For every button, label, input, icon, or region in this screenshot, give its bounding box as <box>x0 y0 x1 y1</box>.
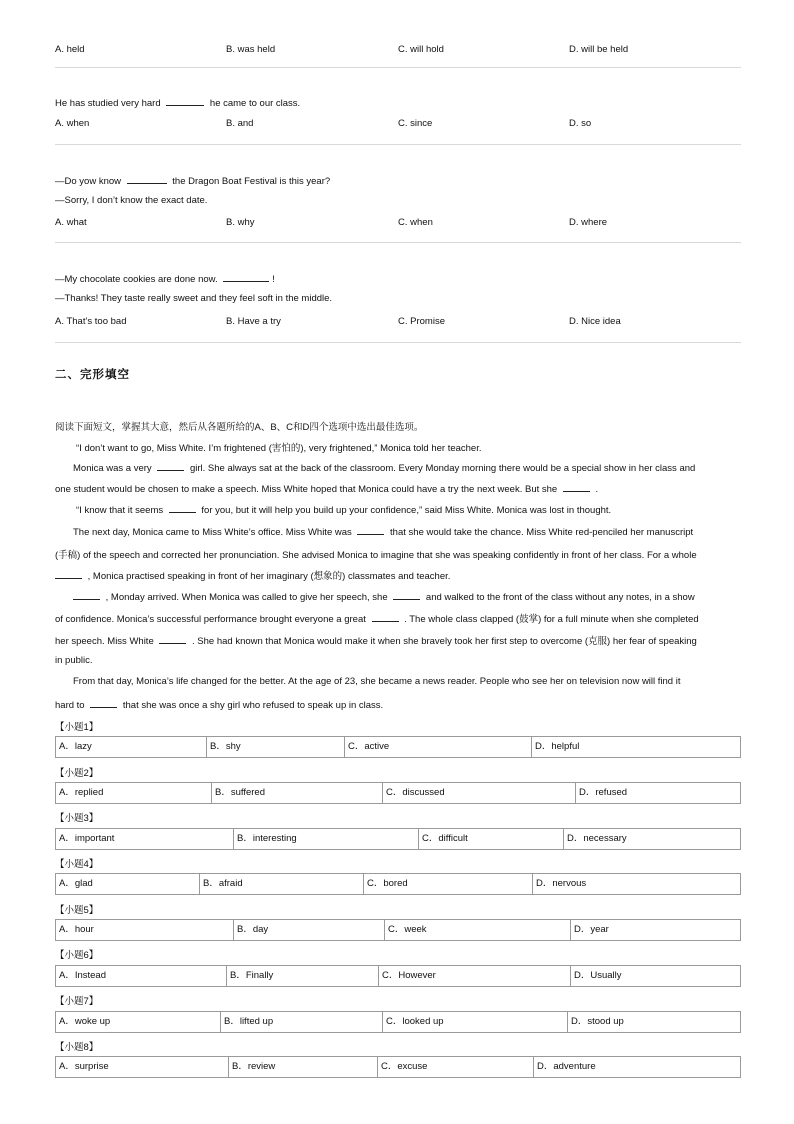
paragraph-line: The next day, Monica came to Miss White’s office. Miss White was that she would take the chance. Miss White red-penciled her manuscript <box>73 527 694 538</box>
blank-5 <box>55 569 82 579</box>
option-b[interactable]: B．lifted up <box>220 1012 382 1032</box>
option-c[interactable]: C．looked up <box>382 1012 567 1032</box>
blank-6 <box>73 590 100 600</box>
option-a[interactable]: A．replied <box>59 787 104 798</box>
question-label: 【小题2】 <box>55 768 99 779</box>
option-b[interactable]: B．interesting <box>233 829 418 849</box>
option-c[interactable]: C. Promise <box>398 316 445 327</box>
blank-10 <box>90 698 117 708</box>
options-table <box>55 782 741 804</box>
question-label: 【小题1】 <box>55 722 99 733</box>
option-c[interactable]: C．active <box>344 737 531 757</box>
paragraph-line: (手稿) of the speech and corrected her pronunciation. She advised Monica to imagine that she was speaking confidently in front of her class. For a whole <box>55 550 697 561</box>
question-stem: He has studied very hard he came to our class. <box>55 98 301 109</box>
option-a[interactable]: A. held <box>55 44 85 55</box>
question-label: 【小题8】 <box>55 1042 99 1053</box>
question-stem: —My chocolate cookies are done now. ! <box>55 274 275 285</box>
cloze-instruction: 阅读下面短文，掌握其大意，然后从各题所给的A、B、C和D四个选项中选出最佳选项。 <box>55 422 424 433</box>
options-table <box>55 965 741 987</box>
blank-3 <box>169 503 196 513</box>
blank-2 <box>563 482 590 492</box>
paragraph-line: one student would be chosen to make a speech. Miss White hoped that Monica could have a try the next week. But she . <box>55 484 599 495</box>
paragraph-line: her speech. Miss White . She had known that Monica would make it when she bravely took her first step to overcome (克服) her fear of speaking <box>55 636 697 647</box>
option-b[interactable]: B．afraid <box>199 874 363 894</box>
option-c[interactable]: C. since <box>398 118 433 129</box>
option-b[interactable]: B．Finally <box>226 966 378 986</box>
option-d[interactable]: D．year <box>570 920 740 940</box>
option-b[interactable]: B．review <box>228 1057 377 1077</box>
divider <box>55 67 741 68</box>
paragraph-line: , Monday arrived. When Monica was called to give her speech, she and walked to the front of the class without any notes, in a show <box>73 590 763 603</box>
option-a[interactable]: A. That’s too bad <box>55 316 127 327</box>
blank-8 <box>372 612 399 622</box>
option-d[interactable]: D. where <box>569 217 608 228</box>
blank-7 <box>393 590 420 600</box>
option-b[interactable]: B. why <box>226 217 255 228</box>
option-c[interactable]: C．difficult <box>418 829 563 849</box>
paragraph-line: “I don’t want to go, Miss White. I’m frightened (害怕的), very frightened,” Monica told her teacher. <box>76 443 482 454</box>
options-table <box>55 919 741 941</box>
section-title: 二、完形填空 <box>55 367 130 381</box>
question-label: 【小题6】 <box>55 950 99 961</box>
answer-blank <box>166 96 204 106</box>
answer-blank <box>223 272 269 282</box>
options-table <box>55 828 741 850</box>
option-a[interactable]: A．lazy <box>59 741 92 752</box>
option-d[interactable]: D. will be held <box>569 44 629 55</box>
option-c[interactable]: C. will hold <box>398 44 444 55</box>
option-a[interactable]: A．surprise <box>59 1061 109 1072</box>
option-b[interactable]: B．shy <box>206 737 344 757</box>
option-c[interactable]: C．discussed <box>382 783 575 803</box>
question-stem-line2: —Thanks! They taste really sweet and they feel soft in the middle. <box>55 293 333 304</box>
option-b[interactable]: B．suffered <box>211 783 382 803</box>
option-a[interactable]: A．woke up <box>59 1016 111 1027</box>
option-d[interactable]: D．stood up <box>567 1012 740 1032</box>
option-d[interactable]: D．adventure <box>533 1057 740 1077</box>
paragraph-line: From that day, Monica’s life changed for the better. At the age of 23, she became a news reader. People who see her on television now will find it <box>73 676 681 687</box>
option-b[interactable]: B．day <box>233 920 384 940</box>
paragraph-line: hard to that she was once a shy girl who refused to speak up in class. <box>55 700 384 711</box>
options-table <box>55 736 741 758</box>
option-c[interactable]: C. when <box>398 217 433 228</box>
options-table <box>55 1056 741 1078</box>
option-d[interactable]: D．necessary <box>563 829 740 849</box>
paragraph-line: of confidence. Monica’s successful performance brought everyone a great . The whole class clapped (鼓掌) for a full minute when she completed <box>55 614 699 625</box>
answer-blank <box>127 174 167 184</box>
option-a[interactable]: A．important <box>59 833 115 844</box>
question-stem-line2: —Sorry, I don’t know the exact date. <box>55 195 208 206</box>
option-d[interactable]: D. Nice idea <box>569 316 621 327</box>
question-stem: —Do yow know the Dragon Boat Festival is this year? <box>55 176 331 187</box>
blank-1 <box>157 461 184 471</box>
question-label: 【小题5】 <box>55 905 99 916</box>
option-d[interactable]: D．refused <box>575 783 740 803</box>
option-c[interactable]: C．excuse <box>377 1057 533 1077</box>
option-c[interactable]: C．bored <box>363 874 532 894</box>
question-label: 【小题4】 <box>55 859 99 870</box>
divider <box>55 242 741 243</box>
option-c[interactable]: C．However <box>378 966 570 986</box>
question-label: 【小题3】 <box>55 813 99 824</box>
paragraph-line: in public. <box>55 655 93 666</box>
divider <box>55 342 741 343</box>
option-a[interactable]: A．glad <box>59 878 93 889</box>
option-d[interactable]: D．Usually <box>570 966 740 986</box>
option-a[interactable]: A. what <box>55 217 87 228</box>
options-table <box>55 1011 741 1033</box>
option-c[interactable]: C．week <box>384 920 570 940</box>
option-d[interactable]: D．helpful <box>531 737 740 757</box>
paragraph-line: “I know that it seems for you, but it will help you build up your confidence,” said Miss White. Monica was lost in thought. <box>76 505 612 516</box>
option-a[interactable]: A．Instead <box>59 970 106 981</box>
paragraph-line: , Monica practised speaking in front of her imaginary (想象的) classmates and teacher. <box>55 568 745 582</box>
option-d[interactable]: D. so <box>569 118 592 129</box>
option-a[interactable]: A. when <box>55 118 90 129</box>
blank-4 <box>357 525 384 535</box>
option-b[interactable]: B. and <box>226 118 254 129</box>
paragraph-line: Monica was a very girl. She always sat at the back of the classroom. Every Monday morning there would be a special show in her class and <box>73 463 696 474</box>
option-a[interactable]: A．hour <box>59 924 94 935</box>
question-label: 【小题7】 <box>55 996 99 1007</box>
blank-9 <box>159 634 186 644</box>
divider <box>55 144 741 145</box>
option-b[interactable]: B. was held <box>226 44 276 55</box>
option-b[interactable]: B. Have a try <box>226 316 281 327</box>
options-table <box>55 873 741 895</box>
option-d[interactable]: D．nervous <box>532 874 740 894</box>
